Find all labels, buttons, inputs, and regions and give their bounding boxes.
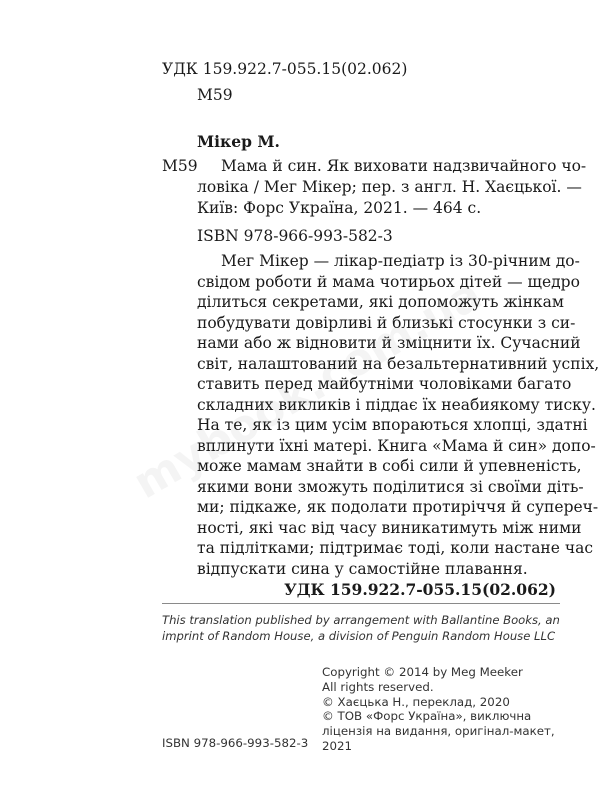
author-mark: М59: [197, 86, 233, 104]
translation-note: [162, 612, 560, 644]
annotation-line: може мамам знайти в собі сили й упевненість,: [197, 457, 582, 475]
copyright-line: All rights reserved.: [322, 679, 434, 694]
annotation-line: побудувати довірливі й близькі стосунки з си-: [197, 313, 576, 332]
bib-isbn: ISBN 978-966-993-582-3: [197, 227, 393, 245]
annotation-line: складних викликів і піддає їх неабиякому тиску.: [197, 395, 596, 414]
copyright-line: © ТОВ «Форс Україна», виключна: [322, 709, 532, 724]
copyright-line: 2021: [322, 738, 353, 753]
translation-note-line: imprint of Random House, a division of Penguin Random House LLC: [162, 629, 556, 643]
copyright-block: [322, 665, 555, 754]
translation-note-line: This translation published by arrangement with Ballantine Books, an: [162, 613, 560, 627]
annotation-line: свідом роботи й мама чотирьох дітей — щедро: [197, 272, 580, 291]
annotation-line: нами або ж відновити й зміцнити їх. Сучасний: [197, 334, 581, 352]
annotation-line: ставить перед майбутніми чоловіками багато: [197, 375, 572, 393]
copyright-line: Copyright © 2014 by Meg Meeker: [322, 665, 523, 679]
bib-line: Київ: Форс Україна, 2021. — 464 с.: [197, 199, 482, 217]
annotation-line: На те, як із цим усім впораються хлопці, здатні: [197, 416, 588, 434]
isbn-bottom: ISBN 978-966-993-582-3: [162, 736, 309, 750]
separator-line: [162, 603, 560, 604]
annotation-line: світ, налаштований на безальтернативний успіх,: [197, 354, 600, 373]
annotation-line: ділиться секретами, які допоможуть жінкам: [197, 293, 564, 311]
annotation-line: та підлітками; підтримає тоді, коли настане час: [197, 539, 594, 557]
bib-mark: М59: [162, 157, 198, 175]
annotation-line: ми; підкаже, як подолати протиріччя й супереч-: [197, 498, 599, 516]
udc-repeat: УДК 159.922.7-055.15(02.062): [284, 580, 556, 599]
annotation-line: якими вони зможуть поділитися зі своїми діть-: [197, 477, 584, 496]
bib-line: ловіка / Мег Мікер; пер. з англ. Н. Хаєцької. —: [197, 178, 582, 196]
udc-code: УДК 159.922.7-055.15(02.062): [162, 60, 408, 78]
annotation-line: Мег Мікер — лікар-педіатр із 30-річним до-: [221, 252, 580, 270]
annotation-line: ності, які час від часу виникатимуть між ними: [197, 518, 582, 537]
copyright-line: ліцензія на видання, оригінал-макет,: [322, 724, 555, 739]
bib-line: Мама й син. Як виховати надзвичайного чо-: [221, 157, 587, 175]
annotation-line: вплинути їхні матері. Книга «Мама й син» допо-: [197, 436, 596, 455]
author-heading: Мікер М.: [197, 132, 280, 151]
copyright-line: © Хаєцька Н., переклад, 2020: [322, 694, 510, 709]
annotation-line: відпускати сина у самостійне плавання.: [197, 559, 528, 578]
